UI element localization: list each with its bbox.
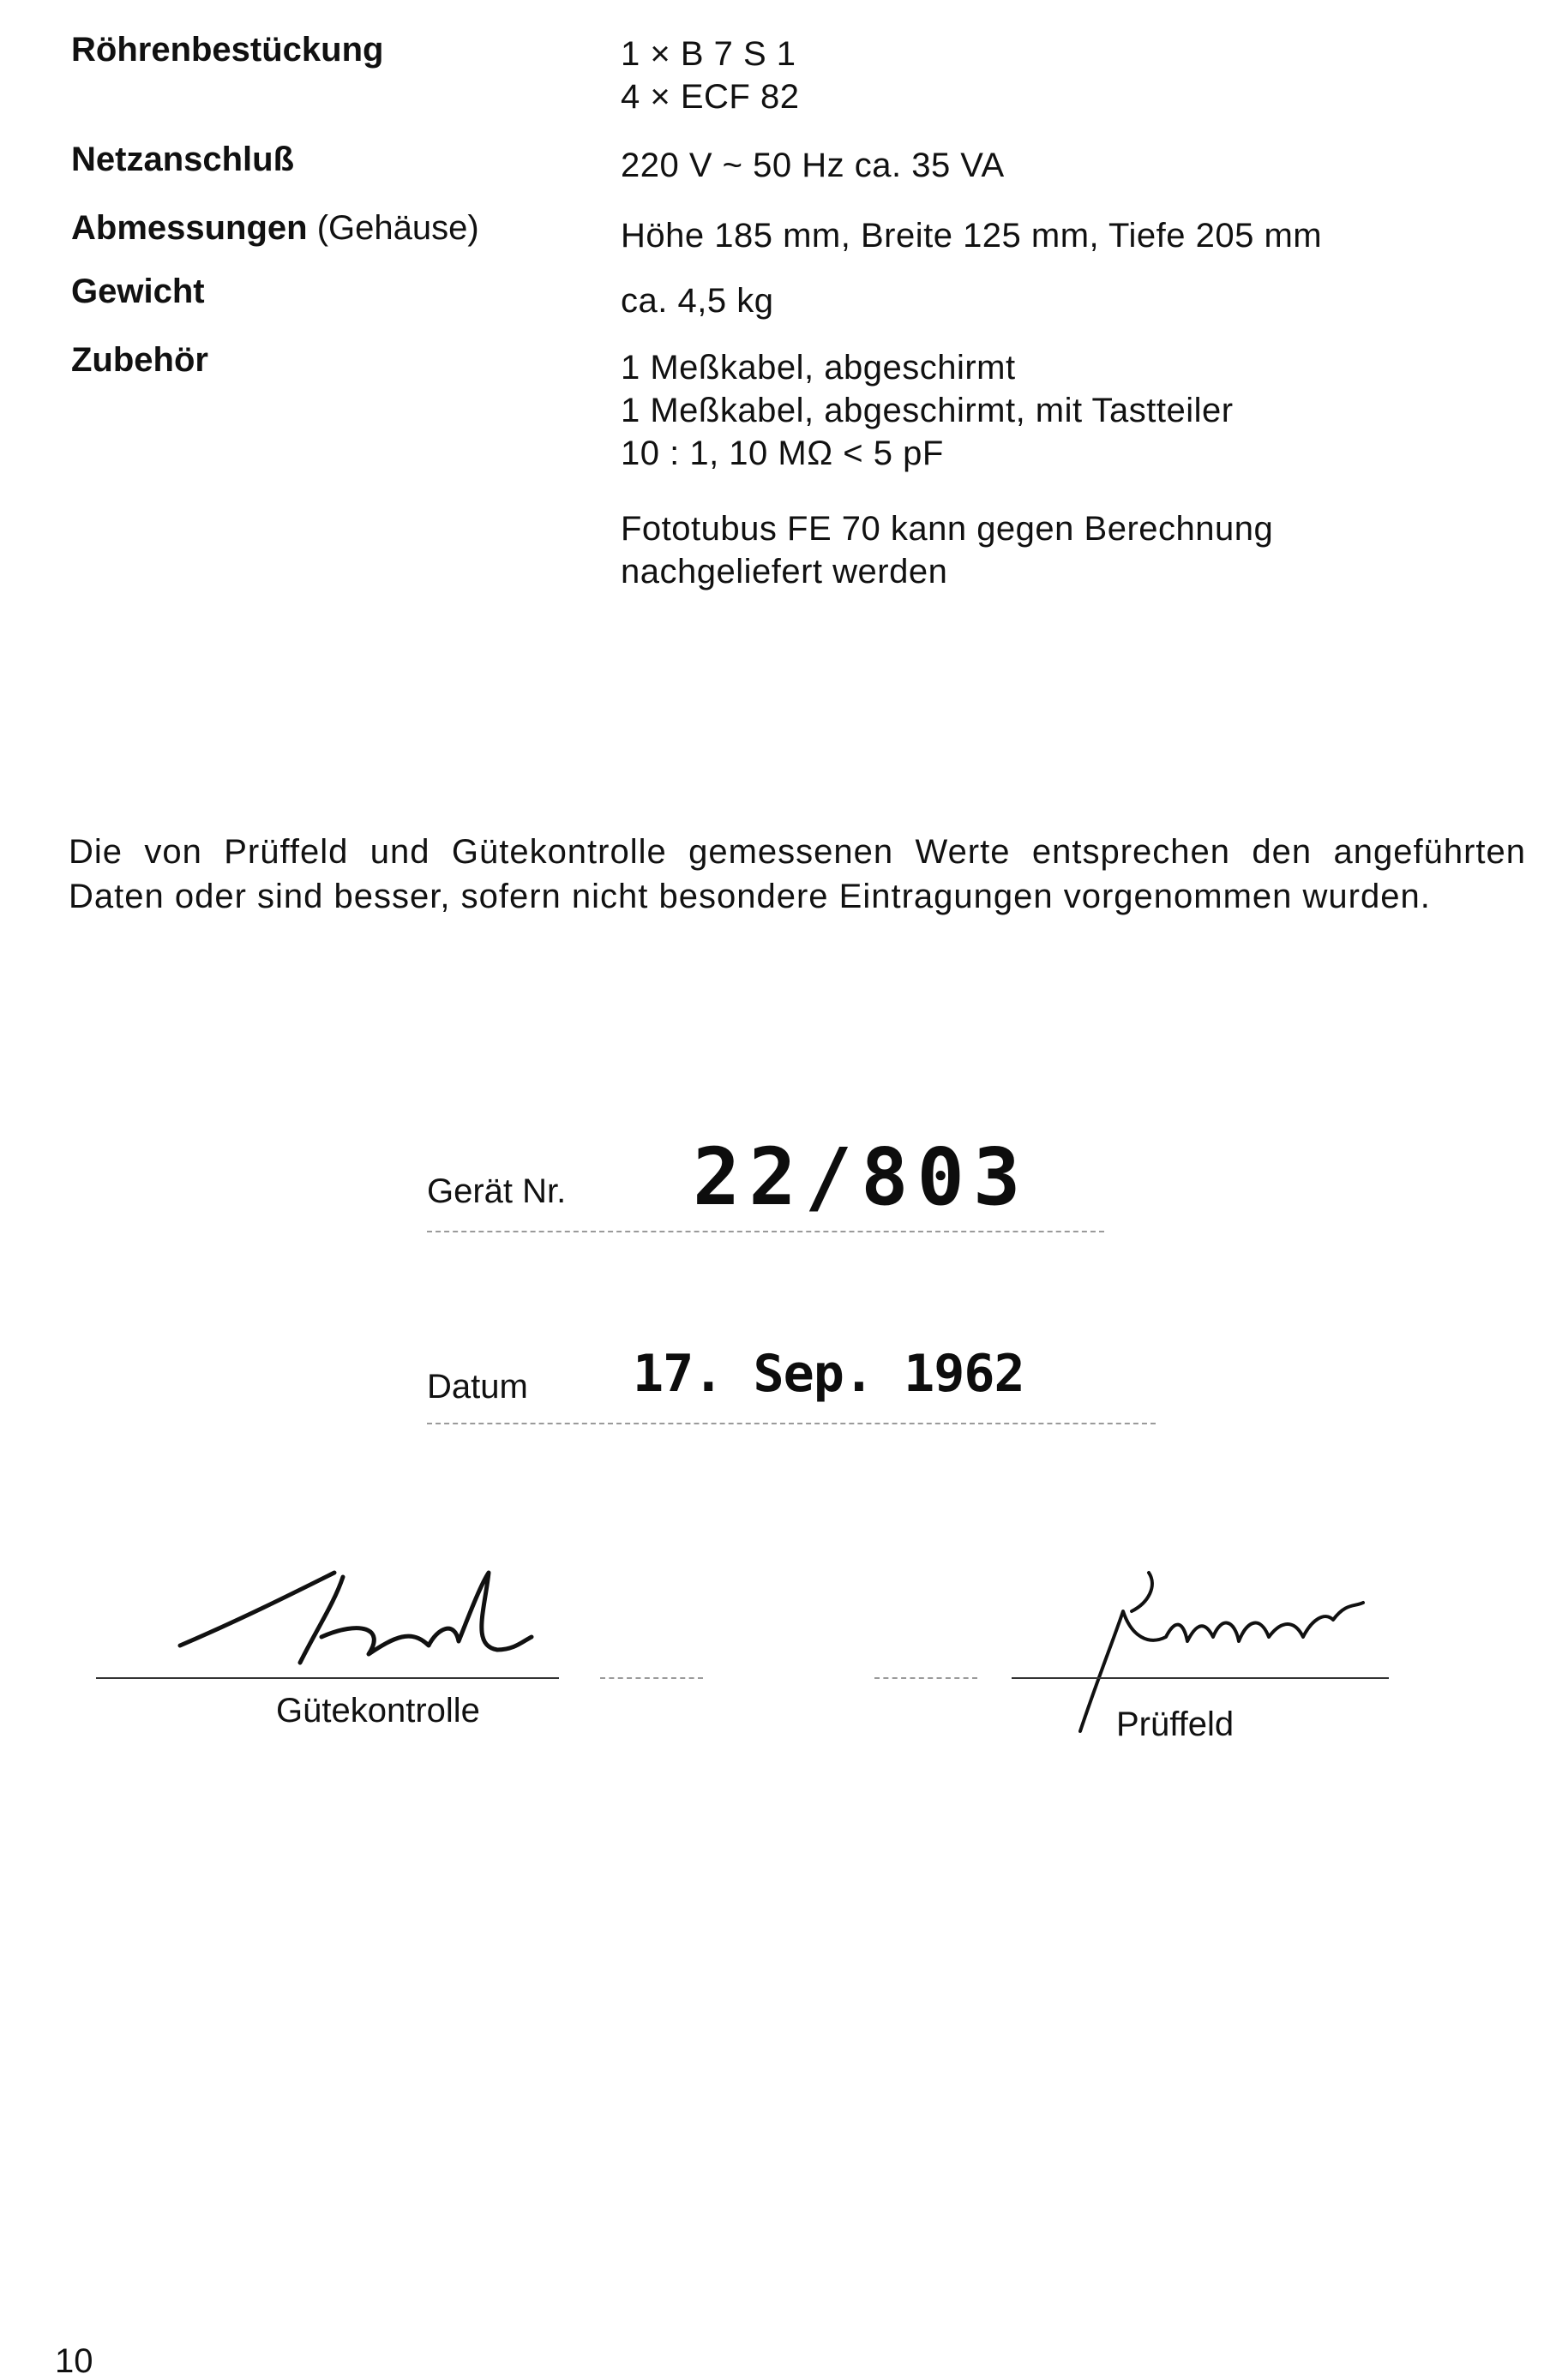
signature-label-testing: Prüffeld [1116,1706,1235,1743]
signature-quality-control [171,1568,549,1680]
spec-value-abmessungen [621,214,1322,257]
spec-value-zubehoer [621,346,1234,475]
spec-label-gewicht: Gewicht [71,273,205,310]
spec-value-gewicht [621,279,773,322]
signature-label-quality: Gütekontrolle [276,1692,480,1730]
signature-line-testing [1012,1677,1389,1679]
device-number-label: Gerät Nr. [427,1172,567,1210]
date-stamp: 17. Sep. 1962 [633,1344,1024,1404]
spec-label-suffix: (Gehäuse) [307,209,479,247]
signature-line-dash-mid [600,1677,703,1679]
spec-value-line: Höhe 185 mm, Breite 125 mm, Tiefe 205 mm [621,217,1323,255]
page-number: 10 [55,2342,93,2380]
spec-value-line: 4 × ECF 82 [621,78,800,116]
spec-value-line: 1 Meßkabel, abgeschirmt, mit Tastteiler [621,392,1234,429]
accessory-note-line: Fototubus FE 70 kann gegen Berechnung [621,510,1274,548]
spec-value-line: 1 Meßkabel, abgeschirmt [621,349,1016,387]
quality-statement: Die von Prüffeld und Gütekontrolle gemessenen Werte entsprechen den angeführten Daten oder sind besser, sofern nicht besondere Eintragungen vorgenommen wurden. [69,833,1526,915]
signature-line-dash-mid2 [874,1677,977,1679]
spec-label-zubehoer: Zubehör [71,341,208,379]
device-number-stamp: 22/803 [693,1131,1030,1223]
date-label: Datum [427,1368,528,1406]
spec-label-abmessungen: Abmessungen (Gehäuse) [71,209,479,247]
accessory-note [621,507,1273,593]
signature-line-quality [96,1677,559,1679]
device-number-line [427,1231,1104,1232]
date-line [427,1423,1156,1424]
spec-label-netz: Netzanschluß [71,141,295,178]
spec-value-netz [621,144,1005,187]
spec-value-roehren [621,33,799,118]
spec-value-line: 1 × B 7 S 1 [621,35,796,73]
spec-value-line: 220 V ~ 50 Hz ca. 35 VA [621,147,1005,184]
spec-label-roehren: Röhrenbestückung [71,31,384,69]
accessory-note-line: nachgeliefert werden [621,553,948,591]
spec-value-line: ca. 4,5 kg [621,282,774,320]
spec-value-line: 10 : 1, 10 MΩ < 5 pF [621,435,944,472]
